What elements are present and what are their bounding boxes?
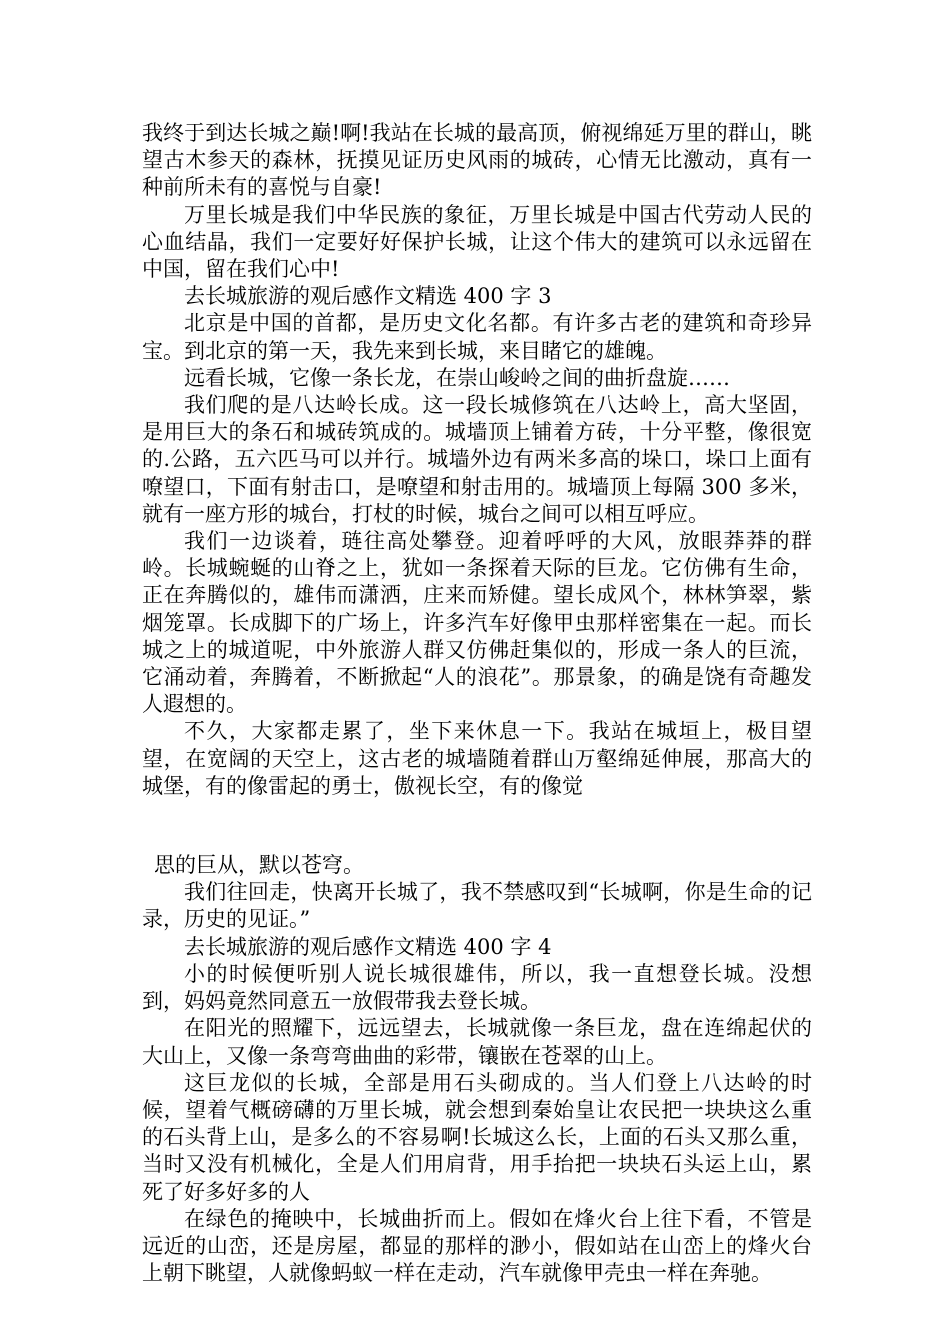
paragraph: 不久，大家都走累了，坐下来休息一下。我站在城垣上，极目望望，在宽阔的天空上，这古老的城墙随着群山万壑绵延伸展，那高大的城堡，有的像雷起的勇士，傲视长空，有的像觉: [142, 719, 812, 798]
paragraph: 我们爬的是八达岭长成。这一段长城修筑在八达岭上，高大坚固，是用巨大的条石和城砖筑成的。城墙顶上铺着方砖，十分平整，像很宽的.公路，五六匹马可以并行。城墙外边有两米多高的垛口，垛口上面有嘹望口，下面有射击口，是嘹望和射击用的。城墙顶上每隔 300 多米，就有一座方形的城台，打杖的时候，城台之间可以相互呼应。: [142, 393, 812, 526]
document-page: [142, 120, 812, 1287]
paragraph: 我终于到达长城之巅!啊!我站在长城的最高顶，俯视绵延万里的群山，眺望古木参天的森林，抚摸见证历史风雨的城砖，心情无比激动，真有一种前所未有的喜悦与自豪!: [142, 121, 812, 200]
section-heading: 去长城旅游的观后感作文精选 400 字 3: [184, 284, 552, 309]
paragraph: 在阳光的照耀下，远远望去，长城就像一条巨龙，盘在连绵起伏的大山上，又像一条弯弯曲曲的彩带，镶嵌在苍翠的山上。: [142, 1016, 812, 1068]
page-break-gap: [142, 800, 812, 852]
section-heading: 去长城旅游的观后感作文精选 400 字 4: [184, 934, 552, 959]
paragraph-continuation: 思的巨从，默以苍穹。: [154, 853, 364, 878]
paragraph: 万里长城是我们中华民族的象征，万里长城是中国古代劳动人民的心血结晶，我们一定要好好保护长城，让这个伟大的建筑可以永远留在中国，留在我们心中!: [142, 202, 812, 282]
document-body: [142, 120, 812, 1287]
paragraph: 这巨龙似的长城，全部是用石头砌成的。当人们登上八达岭的时候，望着气概磅礴的万里长城，就会想到秦始皇让农民把一块块这么重的石头背上山，是多么的不容易啊!长城这么长，上面的石头又那么重，当时又没有机械化，全是人们用肩背，用手抬把一块块石头运上山，累死了好多好多的人: [142, 1070, 812, 1204]
paragraph: 在绿色的掩映中，长城曲折而上。假如在烽火台上往下看，不管是远近的山峦，还是房屋，都显的那样的渺小，假如站在山峦上的烽火台上朝下眺望，人就像蚂蚁一样在走动，汽车就像甲壳虫一样在奔驰。: [142, 1206, 812, 1286]
paragraph: 我们往回走，快离开长城了，我不禁感叹到“长城啊，你是生命的记录，历史的见证。”: [142, 880, 812, 932]
paragraph: 远看长城，它像一条长龙，在崇山峻岭之间的曲折盘旋……: [184, 365, 730, 390]
paragraph: 北京是中国的首都，是历史文化名都。有许多古老的建筑和奇珍异宝。到北京的第一天，我先来到长城，来目睹它的雄魄。: [142, 311, 812, 363]
paragraph: 小的时候便听别人说长城很雄伟，所以，我一直想登长城。没想到，妈妈竟然同意五一放假带我去登长城。: [142, 961, 812, 1014]
paragraph: 我们一边谈着，琏往高处攀登。迎着呼呼的大风，放眼莽莽的群岭。长城蜿蜒的山脊之上，犹如一条探着天际的巨龙。它仿佛有生命，正在奔腾似的，雄伟而潇洒，庄来而矫健。望长成风个，林林笋翠，紫烟笼罩。长成脚下的广场上，许多汽车好像甲虫那样密集在一起。而长城之上的城道呢，中外旅游人群又仿佛赶集似的，形成一条人的巨流，它涌动着，奔腾着，不断掀起“人的浪花”。那景象，的确是饶有奇趣发人遐想的。: [142, 529, 812, 717]
